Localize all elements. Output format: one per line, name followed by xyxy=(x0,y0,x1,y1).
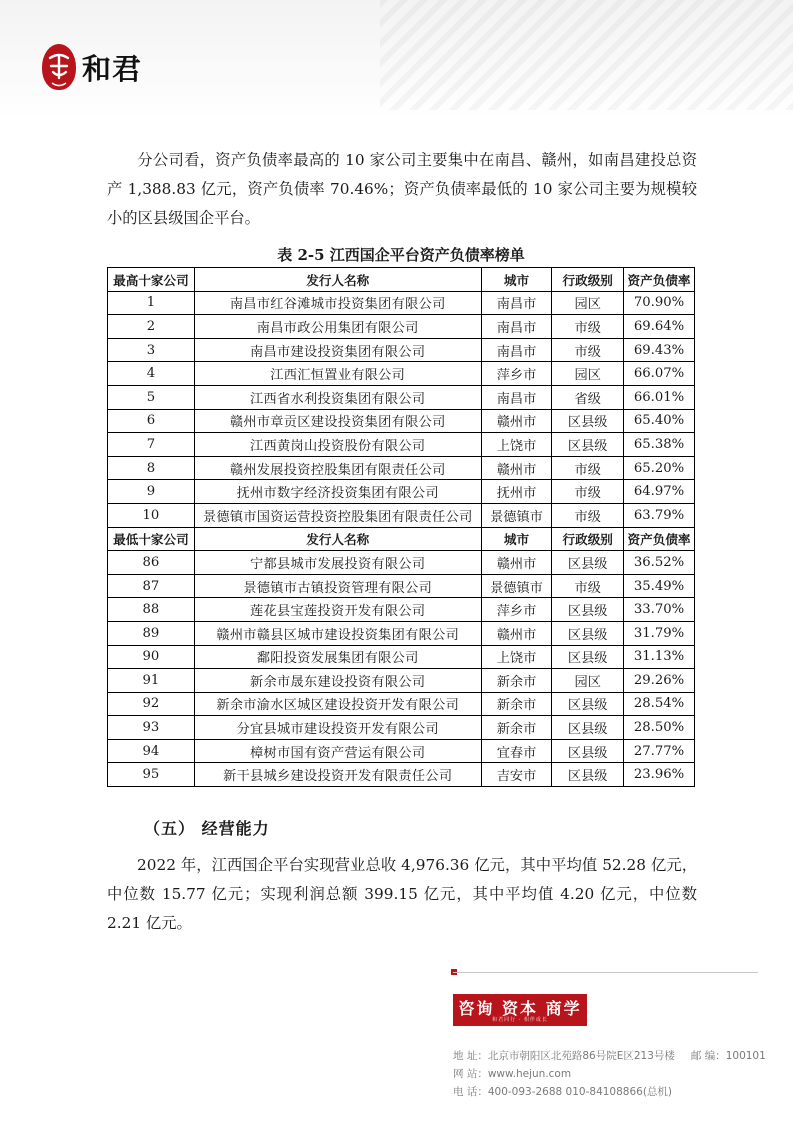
table-row xyxy=(108,739,695,763)
table-cell: 23.96% xyxy=(624,763,695,787)
table-cell: 江西汇恒置业有限公司 xyxy=(194,362,481,386)
table-cell: 63.79% xyxy=(624,503,695,527)
table-header-cell: 最低十家公司 xyxy=(108,527,195,551)
table-cell: 新余市渝水区城区建设投资开发有限公司 xyxy=(194,692,481,716)
table-cell: 市级 xyxy=(552,574,624,598)
table-cell: 66.01% xyxy=(624,385,695,409)
table-cell: 70.90% xyxy=(624,291,695,315)
operations-paragraph xyxy=(107,851,697,938)
table-cell: 景德镇市 xyxy=(481,574,552,598)
table-cell: 86 xyxy=(108,551,195,575)
table-cell: 园区 xyxy=(552,291,624,315)
debt-ratio-table xyxy=(107,267,695,787)
table-cell: 2 xyxy=(108,315,195,339)
table-cell: 上饶市 xyxy=(481,433,552,457)
table-cell: 省级 xyxy=(552,385,624,409)
table-row xyxy=(108,621,695,645)
table-cell: 抚州市数字经济投资集团有限公司 xyxy=(194,480,481,504)
table-cell: 区县级 xyxy=(552,621,624,645)
table-cell: 南昌市 xyxy=(481,315,552,339)
table-cell: 南昌市建设投资集团有限公司 xyxy=(194,338,481,362)
table-cell: 新余市 xyxy=(481,716,552,740)
table-cell: 萍乡市 xyxy=(481,598,552,622)
section-heading: （五） 经营能力 xyxy=(144,819,270,838)
table-cell: 市级 xyxy=(552,503,624,527)
table-cell: 65.38% xyxy=(624,433,695,457)
table-cell: 69.64% xyxy=(624,315,695,339)
page-header xyxy=(0,0,793,118)
footer-slogan-stamp xyxy=(453,994,587,1026)
table-cell: 分宜县城市建设投资开发有限公司 xyxy=(194,716,481,740)
table-cell: 95 xyxy=(108,763,195,787)
table-cell: 赣州发展投资控股集团有限责任公司 xyxy=(194,456,481,480)
table-cell: 区县级 xyxy=(552,551,624,575)
table-cell: 69.43% xyxy=(624,338,695,362)
table-row xyxy=(108,409,695,433)
table-row xyxy=(108,315,695,339)
table-cell: 94 xyxy=(108,739,195,763)
table-row xyxy=(108,338,695,362)
table-cell: 新余市晟东建设投资有限公司 xyxy=(194,669,481,693)
table-cell: 区县级 xyxy=(552,645,624,669)
table-cell: 莲花县宝莲投资开发有限公司 xyxy=(194,598,481,622)
table-row xyxy=(108,456,695,480)
table-header-cell: 城市 xyxy=(481,527,552,551)
table-row xyxy=(108,645,695,669)
table-cell: 8 xyxy=(108,456,195,480)
table-cell: 4 xyxy=(108,362,195,386)
bottom-ten-section xyxy=(108,527,695,787)
table-cell: 宜春市 xyxy=(481,739,552,763)
table-cell: 区县级 xyxy=(552,433,624,457)
table-cell: 区县级 xyxy=(552,598,624,622)
table-cell: 园区 xyxy=(552,669,624,693)
table-cell: 赣州市章贡区建设投资集团有限公司 xyxy=(194,409,481,433)
footer-divider xyxy=(453,972,758,973)
table-header-cell: 城市 xyxy=(481,268,552,292)
table-header-row xyxy=(108,527,695,551)
table-row xyxy=(108,669,695,693)
table-cell: 新余市 xyxy=(481,669,552,693)
table-cell: 园区 xyxy=(552,362,624,386)
table-header-cell: 发行人名称 xyxy=(194,268,481,292)
table-header-cell: 行政级别 xyxy=(552,527,624,551)
table-cell: 91 xyxy=(108,669,195,693)
table-cell: 南昌市 xyxy=(481,385,552,409)
table-row xyxy=(108,291,695,315)
table-cell: 江西省水利投资集团有限公司 xyxy=(194,385,481,409)
table-cell: 28.54% xyxy=(624,692,695,716)
slogan-text: 咨询 资本 商学 xyxy=(458,999,582,1018)
table-cell: 65.20% xyxy=(624,456,695,480)
table-header-cell: 资产负债率 xyxy=(624,268,695,292)
table-row xyxy=(108,433,695,457)
table-cell: 赣州市 xyxy=(481,456,552,480)
table-cell: 66.07% xyxy=(624,362,695,386)
table-row xyxy=(108,716,695,740)
table-cell: 87 xyxy=(108,574,195,598)
table-cell: 市级 xyxy=(552,315,624,339)
table-cell: 樟树市国有资产营运有限公司 xyxy=(194,739,481,763)
table-cell: 萍乡市 xyxy=(481,362,552,386)
footer-postcode: 邮 编：100101 xyxy=(690,1050,766,1062)
table-cell: 景德镇市国资运营投资控股集团有限责任公司 xyxy=(194,503,481,527)
table-cell: 3 xyxy=(108,338,195,362)
table-cell: 宁都县城市发展投资有限公司 xyxy=(194,551,481,575)
table-cell: 上饶市 xyxy=(481,645,552,669)
table-cell: 抚州市 xyxy=(481,480,552,504)
table-cell: 36.52% xyxy=(624,551,695,575)
table-header-cell: 发行人名称 xyxy=(194,527,481,551)
table-cell: 区县级 xyxy=(552,692,624,716)
table-cell: 5 xyxy=(108,385,195,409)
table-row xyxy=(108,692,695,716)
table-cell: 89 xyxy=(108,621,195,645)
top-ten-section xyxy=(108,268,695,528)
table-cell: 赣州市 xyxy=(481,409,552,433)
company-logo xyxy=(42,44,142,90)
table-header-row xyxy=(108,268,695,292)
table-cell: 区县级 xyxy=(552,409,624,433)
table-cell: 31.79% xyxy=(624,621,695,645)
table-cell: 65.40% xyxy=(624,409,695,433)
table-cell: 90 xyxy=(108,645,195,669)
table-cell: 吉安市 xyxy=(481,763,552,787)
table-cell: 赣州市 xyxy=(481,621,552,645)
table-cell: 7 xyxy=(108,433,195,457)
table-header-cell: 资产负债率 xyxy=(624,527,695,551)
table-cell: 市级 xyxy=(552,456,624,480)
table-cell: 33.70% xyxy=(624,598,695,622)
table-row xyxy=(108,503,695,527)
table-row xyxy=(108,574,695,598)
table-cell: 景德镇市 xyxy=(481,503,552,527)
table-cell: 南昌市红谷滩城市投资集团有限公司 xyxy=(194,291,481,315)
table-cell: 江西黄岗山投资股份有限公司 xyxy=(194,433,481,457)
table-cell: 93 xyxy=(108,716,195,740)
footer-address: 地 址：北京市朝阳区北苑路86号院E区213号楼 xyxy=(453,1050,675,1062)
table-cell: 区县级 xyxy=(552,739,624,763)
table-cell: 92 xyxy=(108,692,195,716)
footer-address-line xyxy=(453,1048,766,1063)
table-header-cell: 最高十家公司 xyxy=(108,268,195,292)
table-caption: 表 2-5 江西国企平台资产负债率榜单 xyxy=(277,246,525,264)
table-header-cell: 行政级别 xyxy=(552,268,624,292)
table-cell: 南昌市政公用集团有限公司 xyxy=(194,315,481,339)
table-cell: 赣州市 xyxy=(481,551,552,575)
table-cell: 南昌市 xyxy=(481,338,552,362)
logo-text: 和君 xyxy=(82,51,143,86)
table-cell: 6 xyxy=(108,409,195,433)
table-row xyxy=(108,551,695,575)
table-cell: 鄱阳投资发展集团有限公司 xyxy=(194,645,481,669)
table-row xyxy=(108,480,695,504)
table-cell: 市级 xyxy=(552,480,624,504)
slogan-subtext: 和君同行 · 相伴成长 xyxy=(492,1017,548,1023)
table-cell: 88 xyxy=(108,598,195,622)
logo-seal-icon xyxy=(42,44,76,90)
table-cell: 区县级 xyxy=(552,716,624,740)
table-cell: 28.50% xyxy=(624,716,695,740)
table-cell: 10 xyxy=(108,503,195,527)
table-cell: 27.77% xyxy=(624,739,695,763)
table-row xyxy=(108,385,695,409)
table-cell: 赣州市赣县区城市建设投资集团有限公司 xyxy=(194,621,481,645)
table-cell: 9 xyxy=(108,480,195,504)
footer-phone: 电 话：400-093-2688 010-84108866(总机) xyxy=(453,1086,673,1098)
operations-paragraph-text: 2022 年，江西国企平台实现营业总收 4,976.36 亿元，其中平均值 52.28 亿元，中位数 15.77 亿元；实现利润总额 399.15 亿元，其中平均值 4.20 亿元，中位数 2.21 亿元。 xyxy=(107,856,697,932)
table-cell: 新干县城乡建设投资开发有限责任公司 xyxy=(194,763,481,787)
table-cell: 景德镇市古镇投资管理有限公司 xyxy=(194,574,481,598)
table-cell: 35.49% xyxy=(624,574,695,598)
table-cell: 区县级 xyxy=(552,763,624,787)
table-row xyxy=(108,598,695,622)
table-cell: 31.13% xyxy=(624,645,695,669)
table-row xyxy=(108,763,695,787)
header-decorative-pattern xyxy=(380,0,793,110)
table-cell: 南昌市 xyxy=(481,291,552,315)
intro-paragraph xyxy=(107,146,697,233)
intro-paragraph-text: 分公司看，资产负债率最高的 10 家公司主要集中在南昌、赣州，如南昌建投总资产 1,388.83 亿元，资产负债率 70.46%；资产负债率最低的 10 家公司主要为规模较小的区县级国企平台。 xyxy=(107,151,697,227)
table-cell: 1 xyxy=(108,291,195,315)
table-cell: 市级 xyxy=(552,338,624,362)
table-row xyxy=(108,362,695,386)
table-cell: 新余市 xyxy=(481,692,552,716)
footer-website: 网 站：www.hejun.com xyxy=(453,1068,572,1080)
table-cell: 64.97% xyxy=(624,480,695,504)
table-cell: 29.26% xyxy=(624,669,695,693)
